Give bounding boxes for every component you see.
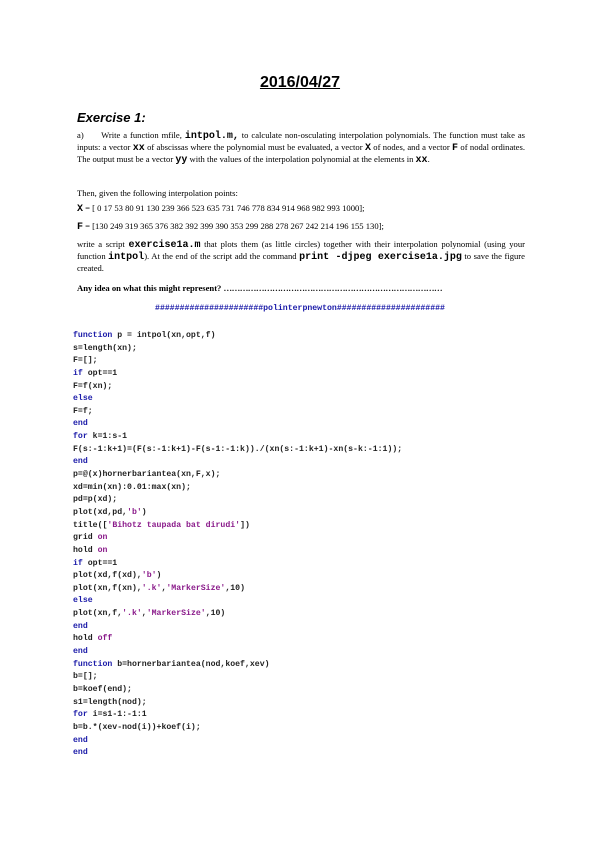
code-keyword: end [73,735,88,745]
code-line [73,469,402,482]
code-keyword: end [73,647,88,657]
code-string: 'b' [127,507,142,517]
code-text: s=length(xn); [73,343,137,353]
code-text: b=[]; [73,672,98,682]
description-text: to calculate non-osculating interpolation polynomials. The function must take as inputs: a vector [77,130,525,153]
code-text: ,10) [205,609,226,619]
code-string: on [97,533,108,543]
code-text: ,10) [225,583,245,593]
code-text: ]) [240,520,250,530]
code-keyword: function [73,659,113,669]
script-instructions [77,239,525,275]
x-points-values: = [ 0 17 53 80 91 130 239 366 523 635 731 746 778 834 914 968 982 993 1000]; [85,203,365,213]
code-term: xx [132,143,145,155]
code-keyword: for [73,432,88,442]
code-line [73,343,402,356]
code-term: intpol.m, [184,131,239,142]
code-term: yy [175,155,188,167]
code-line [73,735,402,748]
code-text: opt==1 [82,368,118,378]
f-points-label: F [77,222,84,233]
code-string: '.k' [122,609,142,619]
code-string: on [97,545,108,555]
code-text: grid [73,533,98,543]
code-line [73,330,402,343]
code-line [73,747,402,760]
code-text: plot(xn,f(xn), [73,583,142,593]
description-text: of abscissas where the polynomial must be evaluated, a vector [147,142,363,153]
code-keyword: end [73,621,88,631]
code-text: , [161,583,167,593]
code-string: 'b' [141,571,157,581]
f-points-line [77,221,525,233]
f-points-values: = [130 249 319 365 376 382 392 399 390 353 299 288 278 267 242 214 196 155 130]; [85,221,384,231]
code-line [73,520,402,533]
code-keyword: else [73,394,93,404]
code-keyword: end [73,748,88,758]
code-term: X [364,143,371,155]
code-string: 'Bihotz taupada bat dirudi' [107,520,241,530]
code-text: b=koef(end); [73,684,132,694]
code-text: , [141,609,147,619]
exercise-description [77,130,525,167]
code-keyword: function [73,331,113,340]
instruction-text: write a script [77,239,125,249]
code-keyword: if [73,558,83,568]
description-text: with the values of the interpolation polynomial at the elements in [189,154,414,165]
code-line [73,431,402,444]
code-string: off [97,634,113,644]
code-term: xx [415,155,428,167]
code-line [73,368,402,381]
code-text: F=f(xn); [73,381,113,391]
instruction-text: that plots them (as little circles) together with their interpolation polynomial (using your function [77,239,525,262]
code-line [73,494,402,507]
code-line [73,393,402,406]
code-text: i=s1-1:-1:1 [87,710,147,720]
code-text: ) [156,571,162,581]
question-line [77,283,525,294]
code-text: plot(xd,f(xd), [73,571,142,581]
code-line [73,646,402,659]
code-line [73,709,402,722]
code-block [73,330,402,760]
description-text: of nodes, and a vector [373,142,450,153]
code-string: 'MarkerSize' [146,609,206,619]
code-term: intpol [108,252,145,264]
code-line [73,444,402,457]
code-keyword: for [73,710,88,720]
code-line [73,722,402,735]
code-line [73,595,402,608]
code-keyword: end [73,457,88,467]
description-text: Write a function mfile, [101,130,182,140]
code-line [73,671,402,684]
code-line [73,545,402,558]
code-line [73,406,402,419]
code-banner: ######################polinterpnewton###################### [155,304,445,313]
code-string: '.k' [141,583,162,593]
description-text: of nodal ordinates. The output must be a vector [77,142,525,165]
code-text: hold [73,545,98,555]
code-text: plot(xd,pd, [73,507,128,517]
code-text: F=[]; [73,356,98,366]
code-keyword: else [73,596,93,606]
code-line [73,418,402,431]
code-term: exercise1a.m [128,240,201,251]
code-line [73,697,402,710]
item-label: a) [77,130,84,140]
code-text: k=1:s-1 [87,432,128,442]
code-text: F(s:-1:k+1)=(F(s:-1:k+1)-F(s-1:-1:k))./(xn(s:-1:k+1)-xn(s-k:-1:1)); [73,444,403,454]
document-date: 2016/04/27 [259,74,341,91]
x-points-line [77,203,525,215]
code-text: hold [73,634,98,644]
code-line [73,633,402,646]
points-intro: Then, given the following interpolation points: [77,188,238,198]
code-term: print -djpeg exercise1a.jpg [299,252,462,264]
description-text: . [427,154,430,165]
code-term: F [452,143,459,155]
code-text: pd=p(xd); [73,495,118,505]
code-line [73,621,402,634]
code-text: p=@(x)hornerbariantea(xn,F,x); [73,470,221,480]
x-points-label: X [77,204,84,215]
code-keyword: end [73,419,88,429]
instruction-text: to save the figure created. [77,251,525,274]
code-text: p = intpol(xn,opt,f) [112,331,216,340]
code-line [73,558,402,571]
code-line [73,381,402,394]
code-text: plot(xn,f, [73,609,123,619]
exercise-title: Exercise 1: [77,110,146,125]
code-line [73,456,402,469]
code-text: xd=min(xn):0.01:max(xn); [73,482,191,492]
code-line [73,583,402,596]
code-line [73,570,402,583]
code-text: ) [141,507,147,517]
code-text: F=f; [73,406,93,416]
code-line [73,507,402,520]
code-line [73,608,402,621]
code-string: 'MarkerSize' [166,583,226,593]
code-text: opt==1 [82,558,118,568]
code-line [73,355,402,368]
question-text: Any idea on what this might represent? [77,283,222,293]
code-text: s1=length(nod); [73,697,147,707]
code-line [73,659,402,672]
code-line [73,482,402,495]
answer-dots: ……………………………………………………………………… [223,283,443,293]
instruction-text: ). At the end of the script add the command [144,251,297,262]
code-line [73,532,402,545]
code-text: title([ [73,520,108,530]
code-line [73,684,402,697]
code-keyword: if [73,368,83,378]
code-text: b=hornerbariantea(nod,koef,xev) [112,659,270,669]
code-text: b=b.*(xev-nod(i))+koef(i); [73,722,201,732]
